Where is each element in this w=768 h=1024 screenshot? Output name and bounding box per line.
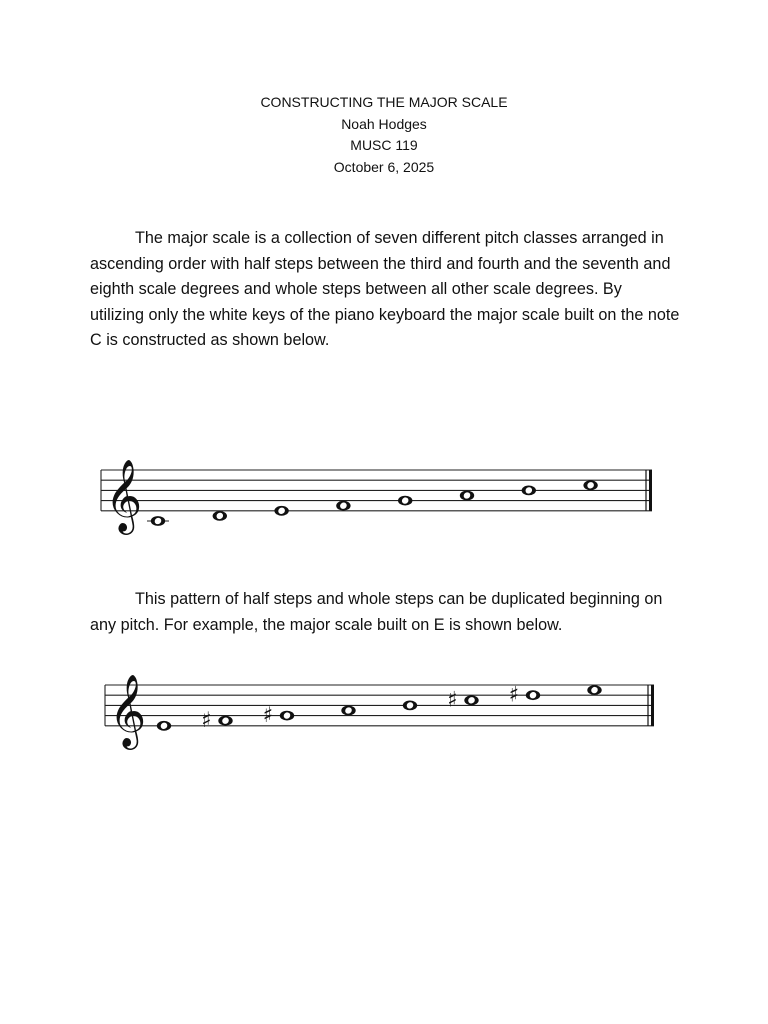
paragraph-e-major: This pattern of half steps and whole steps can be duplicated beginning on any pitch. For example, the major scale built on E is shown below.	[90, 590, 663, 634]
whole-note	[403, 701, 417, 711]
whole-note	[398, 496, 412, 506]
whole-note	[336, 501, 350, 511]
c-major-scale-staff	[0, 440, 768, 550]
whole-note	[583, 480, 597, 490]
whole-note	[587, 685, 601, 695]
treble-clef-icon: 𝄞	[105, 457, 143, 532]
sharp-icon: ♯	[447, 687, 458, 713]
paragraph-intro: The major scale is a collection of seven different pitch classes arranged in ascending order with half steps between the third and fourth and the seventh and eighth scale degrees and whole steps between all other scale degrees. By utilizing only the white keys of the piano keyboard the major scale built on the note C is constructed as shown below.	[90, 229, 680, 349]
whole-note	[341, 706, 355, 716]
sharp-icon: ♯	[262, 702, 274, 728]
whole-note	[157, 721, 171, 731]
e-major-scale-staff	[0, 655, 768, 765]
whole-note	[274, 506, 288, 516]
course-code: MUSC 119	[350, 137, 418, 153]
document-header	[0, 92, 768, 178]
sharp-icon: ♯	[201, 708, 212, 734]
document-date: October 6, 2025	[333, 158, 435, 175]
whole-note	[147, 516, 169, 526]
whole-note	[460, 491, 474, 501]
whole-note	[201, 708, 232, 733]
treble-clef-icon: 𝄞	[109, 672, 147, 747]
whole-note	[522, 486, 536, 496]
document-title: CONSTRUCTING THE MAJOR SCALE	[260, 94, 508, 110]
whole-note	[213, 511, 227, 521]
author-name: Noah Hodges	[341, 115, 427, 132]
whole-note	[447, 688, 478, 713]
sharp-icon: ♯	[508, 682, 520, 708]
